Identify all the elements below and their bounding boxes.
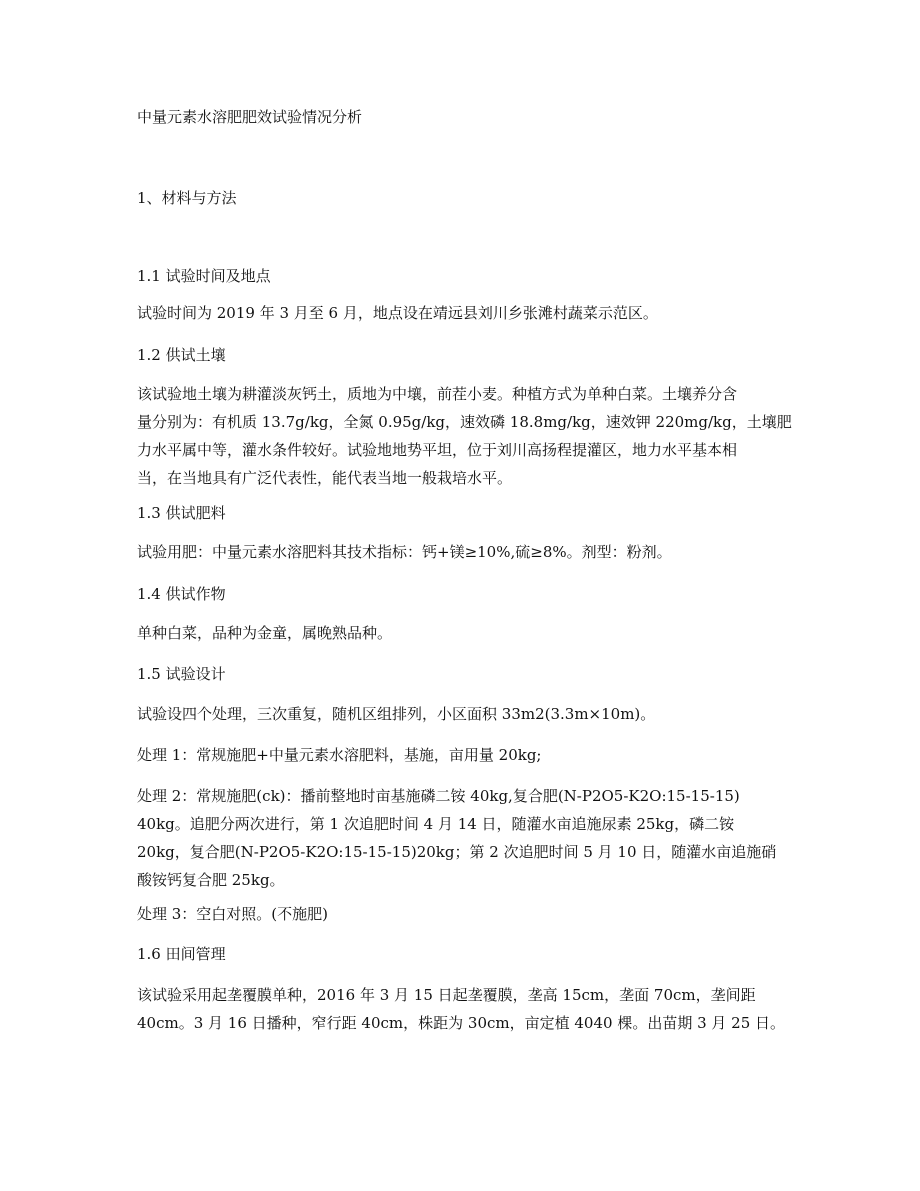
- section-heading-materials-methods: 1、材料与方法: [137, 189, 237, 207]
- paragraph-field-management: [137, 981, 787, 1037]
- treatment-1: 处理 1：常规施肥+中量元素水溶肥料，基施，亩用量 20kg;: [137, 746, 542, 764]
- paragraph-line: 酸铵钙复合肥 25kg。: [137, 871, 285, 889]
- subsection-heading-design: 1.5 试验设计: [137, 665, 226, 683]
- paragraph-line: 当，在当地具有广泛代表性，能代表当地一般栽培水平。: [137, 469, 513, 487]
- treatment-2: [137, 782, 787, 894]
- paragraph-design: 试验设四个处理，三次重复，随机区组排列，小区面积 33m2(3.3m×10m)。: [137, 705, 656, 723]
- paragraph-soil: [137, 380, 792, 492]
- subsection-heading-crop: 1.4 供试作物: [137, 585, 226, 603]
- paragraph-line: 40kg。追肥分两次进行，第 1 次追肥时间 4 月 14 日，随灌水亩追施尿素 25kg，磷二铵: [137, 815, 735, 833]
- treatment-3: 处理 3：空白对照。(不施肥): [137, 905, 329, 923]
- paragraph-line: 该试验地土壤为耕灌淡灰钙土，质地为中壤，前茬小麦。种植方式为单种白菜。土壤养分含: [137, 385, 738, 403]
- paragraph-line: 处理 2：常规施肥(ck)：播前整地时亩基施磷二铵 40kg,复合肥(N-P2O5-K2O:15-15-15): [137, 787, 740, 805]
- paragraph-line: 该试验采用起垄覆膜单种，2016 年 3 月 15 日起垄覆膜，垄高 15cm，垄面 70cm，垄间距: [137, 986, 756, 1004]
- paragraph-time-location: 试验时间为 2019 年 3 月至 6 月，地点设在靖远县刘川乡张滩村蔬菜示范区。: [137, 304, 658, 322]
- document-title: 中量元素水溶肥肥效试验情况分析: [137, 108, 363, 126]
- paragraph-line: 量分别为：有机质 13.7g/kg，全氮 0.95g/kg，速效磷 18.8mg/kg，速效钾 220mg/kg，土壤肥: [137, 413, 792, 431]
- paragraph-crop: 单种白菜，品种为金童，属晚熟品种。: [137, 624, 393, 642]
- subsection-heading-fertilizer: 1.3 供试肥料: [137, 504, 226, 522]
- paragraph-line: 20kg，复合肥(N-P2O5-K2O:15-15-15)20kg；第 2 次追肥时间 5 月 10 日，随灌水亩追施硝: [137, 843, 777, 861]
- paragraph-line: 力水平属中等，灌水条件较好。试验地地势平坦，位于刘川高扬程提灌区，地力水平基本相: [137, 441, 738, 459]
- subsection-heading-soil: 1.2 供试土壤: [137, 346, 226, 364]
- paragraph-fertilizer: 试验用肥：中量元素水溶肥料其技术指标：钙+镁≥10%,硫≥8%。剂型：粉剂。: [137, 543, 672, 561]
- paragraph-line: 40cm。3 月 16 日播种，窄行距 40cm，株距为 30cm，亩定植 4040 棵。出苗期 3 月 25 日。: [137, 1014, 786, 1032]
- subsection-heading-field-management: 1.6 田间管理: [137, 945, 226, 963]
- subsection-heading-time-location: 1.1 试验时间及地点: [137, 267, 271, 285]
